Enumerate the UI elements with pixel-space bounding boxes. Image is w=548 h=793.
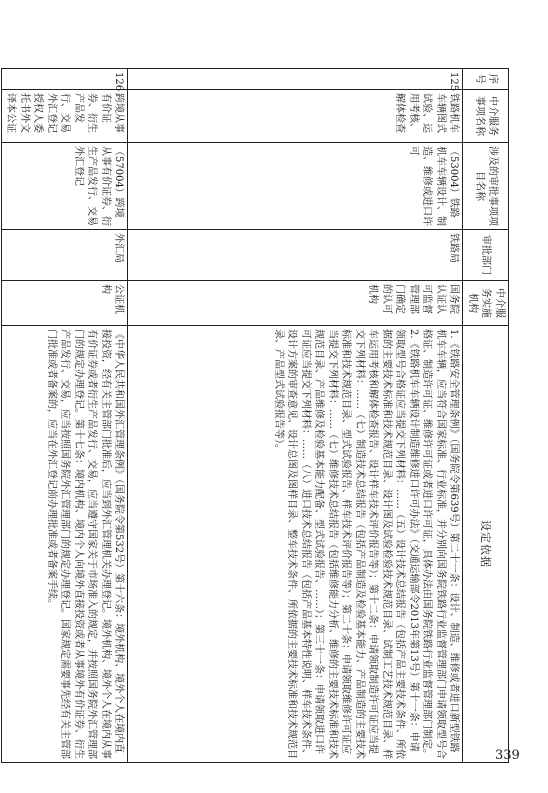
header-basis: 设定依据 [463, 326, 509, 763]
row-name: 跨境从事有价证券、衍生产品发行、交易外汇登记授权人委托书外文译本公证 [2, 90, 129, 143]
table-row [2, 69, 129, 763]
header-agency: 中介服务实施机构 [463, 281, 509, 326]
row-agency: 国务院认证认可监督管理部门确定的认可机构 [128, 281, 463, 326]
row-no: 125 [128, 69, 463, 90]
page-number: 339 [495, 748, 520, 763]
row-name: 铁路机车车辆图式试验、运用考核、解体检查 [128, 90, 463, 143]
approval-table [1, 68, 509, 763]
row-dept: 外汇局 [2, 230, 129, 281]
table-header-row [463, 69, 509, 763]
row-basis: 《中华人民共和国外汇管理条例》（国务院令第532号）第十六条：境外机构、境外个人在境内直接投资，经有关主管部门批准后，应当到外汇管理机关办理登记。境外机构、境外个人在境内从事有价证券或者衍生产品发行、交易，应当遵守国家关于市场准入的规定，并按照国务院外汇管理部门的规定办理登记。第十七条：境内机构、境内个人向境外直接投资或者从事境外有价证券、衍生产品发行、交易，应当按照国务院外汇管理部门的规定办理登记。国家规定需要事先经有关主管部门批准或者备案的，应当在外汇登记前办理批准或者备案手续。 [2, 326, 129, 763]
header-name: 中介服务事项名称 [463, 90, 509, 143]
row-basis: 1.《铁路安全管理条例》（国务院令第639号）第二十一条：设计、制造、维修或者进口新型铁路机车车辆，应当符合国家标准、行业标准，并分别向国务院铁路行业监督管理部门申请领取型号合格证、制造许可证、维修许可证或者进口许可证，具体办法由国务院铁路行业监督管理部门制定。2.《铁路机车车辆设计制造维修进口许可办法》（交通运输部令2013年第13号）第十一条：申请领取型号合格证应当提交下列材料：……（五）设计技术总结报告（包括产品主要技术条件、所依据的主要技术标准和技术规范目录、设计图及试验检验技术规范目录、试制工艺技术规范目录、样车运用考核和解体检查报告、设计样车技术评价报告等）；第十二条：申请领取制造许可证应当提交下列材料：……（七）制造技术总结报告（包括产品制造及检验基本能力、产品制造的主要技术标准和技术规范目录、型式试验报告、样车技术评价报告等）；第二十条：申请领取维修许可证应当提交下列材料：……（七）维修技术总结报告（包括维修能力分析、维修的主要技术标准和技术规范目录、产品维修及检验基本能力配备、型式试验报告、……）；第三十一条：申请领取进口许可证应当提交下列材料：……（八）进口技术总结报告（包括产品基本特性说明、样车技术条件、设计方案的审查意见、设计总图及图样目录、整车技术条件、所依据的主要技术标准和技术规范目录、产品型式试验报告等）。 [128, 326, 463, 763]
row-item: （57004）跨境从事有价证券、衍生产品发行、交易外汇登记 [2, 143, 129, 230]
header-dept: 审批部门 [463, 230, 509, 281]
rotated-table-wrapper [5, 68, 509, 763]
header-item: 涉及的审批事项项目名称 [463, 143, 509, 230]
row-no: 126 [2, 69, 129, 90]
row-dept: 铁路局 [128, 230, 463, 281]
table-row [128, 69, 463, 763]
row-agency: 公证机构 [2, 281, 129, 326]
header-no: 序号 [463, 69, 509, 90]
row-item: （53004）铁路机车车辆设计、制造、维修或进口许可 [128, 143, 463, 230]
